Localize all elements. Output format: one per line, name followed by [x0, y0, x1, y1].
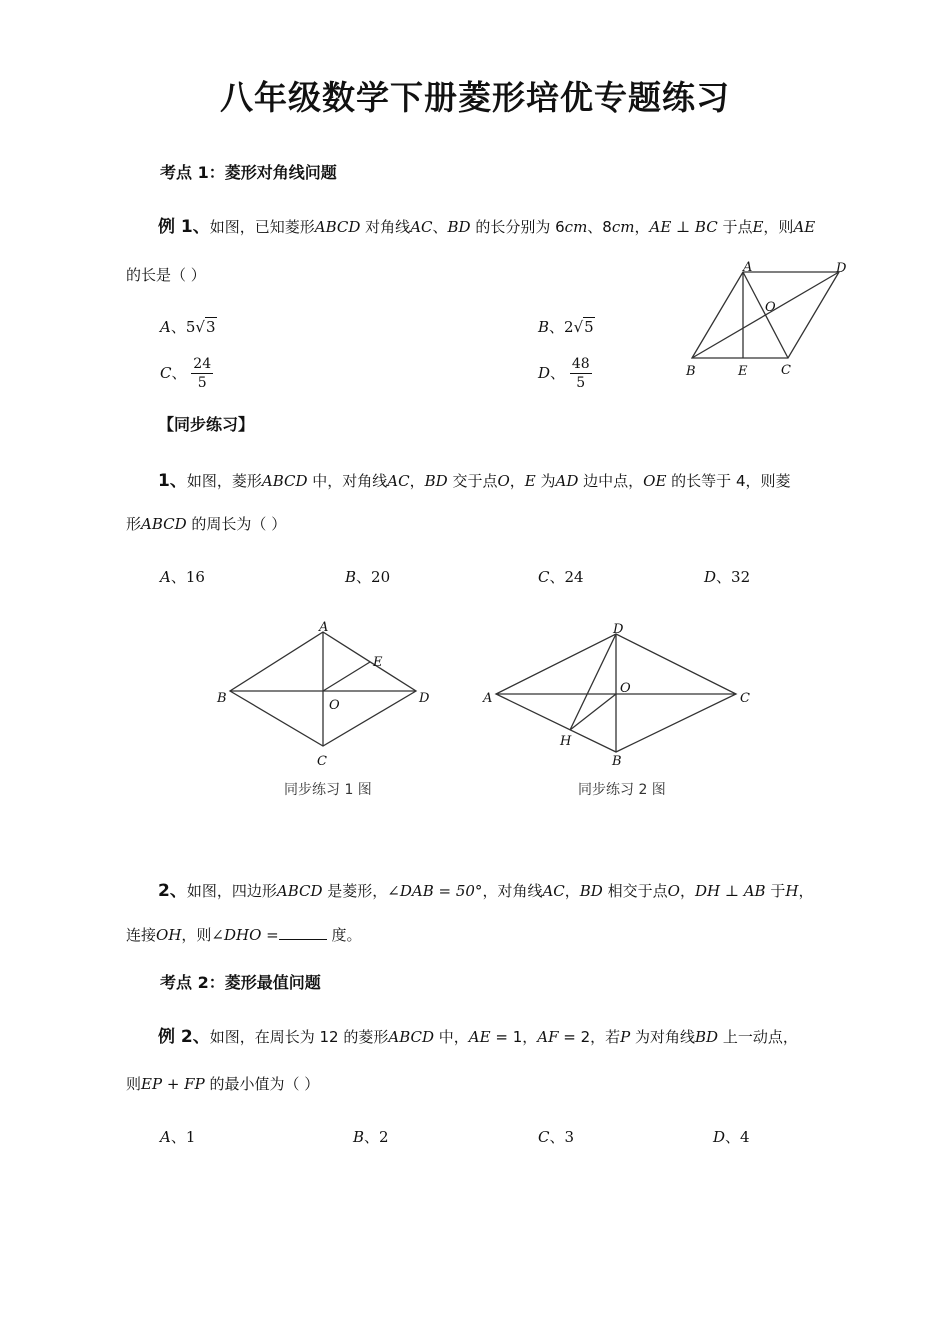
label-o: O	[620, 681, 631, 696]
radicand: 5	[584, 318, 594, 336]
math: OE	[643, 472, 667, 490]
math: E	[752, 218, 764, 236]
option-letter: A	[160, 318, 171, 336]
math: O	[667, 882, 680, 900]
numerator: 24	[193, 356, 212, 372]
radicand: 3	[205, 318, 216, 336]
text: 边中点，	[578, 472, 644, 490]
q1-line-2	[126, 513, 286, 534]
text: 的最小值为（ ）	[204, 1075, 320, 1093]
math: ABCD	[261, 472, 308, 490]
text: 交于点	[447, 472, 498, 490]
text: 于点	[717, 218, 753, 236]
example-2-option-d	[713, 1126, 750, 1147]
denominator: 5	[197, 375, 207, 391]
text: ，	[679, 882, 695, 900]
q2-line-1	[158, 876, 813, 901]
segment-oe	[323, 662, 370, 691]
text: ，则	[763, 218, 794, 236]
q1-option-c	[538, 566, 584, 587]
section-1-heading: 考点 1：菱形对角线问题	[160, 163, 337, 182]
option-letter: D	[713, 1128, 726, 1146]
text: 为对角线	[630, 1028, 696, 1046]
text: 度。	[326, 926, 362, 944]
text: 、	[432, 218, 448, 236]
math: AF	[537, 1028, 559, 1046]
example-1-figure	[680, 255, 860, 385]
example-1-line-2: 的长是（ ）	[126, 266, 206, 284]
text: ，	[509, 472, 525, 490]
page-title: 八年级数学下册菱形培优专题练习	[220, 78, 730, 117]
label-d: D	[419, 691, 430, 706]
numerator: 48	[571, 356, 590, 372]
option-text: 、5	[170, 318, 196, 336]
example-2-option-a	[160, 1126, 195, 1147]
math: AC	[410, 218, 433, 236]
math: DH ⊥ AB	[694, 882, 766, 900]
example-1-option-c	[160, 355, 213, 392]
option-text: 、2	[364, 1128, 389, 1146]
option-letter: B	[345, 568, 357, 586]
text: 如图，菱形	[186, 472, 262, 490]
math: cm	[564, 218, 588, 236]
q1-number: 1、	[158, 471, 187, 491]
math: E	[524, 472, 536, 490]
text: 的长分别为 6	[470, 218, 565, 236]
text: 如图，在周长为 12 的菱形	[209, 1028, 389, 1046]
option-letter: D	[704, 568, 717, 586]
option-text: 、4	[725, 1128, 750, 1146]
example-2-lead: 例 2、	[158, 1027, 210, 1047]
sync-practice-heading: 【同步练习】	[158, 415, 255, 434]
option-text: 、3	[549, 1128, 575, 1146]
segment-dh	[570, 634, 616, 730]
math: AE ⊥ BC	[649, 218, 718, 236]
label-c: C	[781, 363, 791, 378]
q1-line-1	[158, 466, 791, 491]
text: 上一动点，	[718, 1028, 798, 1046]
text: ，	[634, 218, 650, 236]
option-text: 、1	[170, 1128, 196, 1146]
option-text: 、24	[549, 568, 584, 586]
text: 连接	[126, 926, 157, 944]
label-a: A	[483, 691, 493, 706]
sync-figure-2	[478, 618, 758, 773]
option-text: 、2	[549, 318, 574, 336]
option-letter: B	[353, 1128, 365, 1146]
label-a: A	[743, 260, 753, 275]
label-b: B	[217, 691, 227, 706]
text: 的长等于 4，则菱	[666, 472, 791, 490]
label-h: H	[560, 734, 572, 749]
label-a: A	[319, 620, 329, 635]
label-c: C	[740, 691, 750, 706]
math: BD	[424, 472, 448, 490]
label-o: O	[765, 300, 776, 315]
text: 中，	[434, 1028, 469, 1046]
text: 于	[765, 882, 786, 900]
example-2-line-2	[126, 1073, 319, 1094]
label-e: E	[373, 655, 383, 670]
example-1-option-d	[538, 355, 592, 392]
diagonal-bd	[692, 272, 839, 358]
q1-option-d	[704, 566, 750, 587]
option-sep: 、	[171, 364, 187, 382]
math: H	[785, 882, 799, 900]
example-1-lead: 例 1、	[158, 217, 210, 237]
example-1-option-a: A、5√3	[160, 318, 216, 336]
figure-1-caption: 同步练习 1 图	[284, 782, 372, 798]
text: 如图，已知菱形	[209, 218, 315, 236]
q1-option-a	[160, 566, 205, 587]
text: 中，对角线	[307, 472, 388, 490]
math: O	[497, 472, 510, 490]
text: 形	[126, 515, 142, 533]
math: ∠DAB = 50°	[387, 882, 483, 900]
section-2-heading: 考点 2：菱形最值问题	[160, 973, 321, 992]
option-letter: A	[160, 1128, 171, 1146]
text: 则	[126, 1075, 142, 1093]
q1-option-b	[345, 566, 390, 587]
text: 如图，四边形	[186, 882, 277, 900]
text: ，	[564, 882, 580, 900]
math: ABCD	[314, 218, 361, 236]
fraction	[570, 355, 592, 392]
text: 的周长为（ ）	[186, 515, 287, 533]
label-o: O	[329, 698, 340, 713]
math: AD	[555, 472, 579, 490]
sync-figure-1	[210, 618, 440, 773]
option-letter: D	[538, 364, 551, 382]
option-letter: C	[160, 364, 172, 382]
label-b: B	[686, 364, 696, 379]
option-text: 、20	[356, 568, 391, 586]
label-d: D	[836, 261, 847, 276]
math: AC	[387, 472, 410, 490]
math: EP + FP	[141, 1075, 205, 1093]
example-2-option-c	[538, 1126, 574, 1147]
text: ，	[798, 882, 814, 900]
text: 相交于点	[602, 882, 668, 900]
example-1-option-b: B、2√5	[538, 318, 594, 336]
text: ，	[409, 472, 425, 490]
math: OH	[156, 926, 182, 944]
figure-2-caption: 同步练习 2 图	[578, 782, 666, 798]
label-e: E	[738, 364, 748, 379]
label-b: B	[612, 754, 622, 769]
text: 为	[535, 472, 556, 490]
option-letter: C	[538, 568, 550, 586]
math: cm	[611, 218, 635, 236]
math: BD	[695, 1028, 719, 1046]
example-1-line-1	[158, 212, 815, 237]
math: ABCD	[141, 515, 187, 533]
q2-line-2	[126, 924, 362, 945]
math: AC	[542, 882, 565, 900]
math: ∠DHO =	[211, 926, 279, 944]
answer-blank	[279, 925, 327, 940]
text: ，对角线	[482, 882, 543, 900]
option-letter: B	[538, 318, 550, 336]
option-text: 、32	[716, 568, 751, 586]
text: 、8	[587, 218, 612, 236]
text: ，则	[181, 926, 212, 944]
example-2-option-b	[353, 1126, 389, 1147]
math: ABCD	[388, 1028, 435, 1046]
label-c: C	[317, 754, 327, 769]
math: BD	[579, 882, 603, 900]
math: P	[620, 1028, 631, 1046]
text: 是菱形，	[322, 882, 388, 900]
math: AE	[793, 218, 816, 236]
option-letter: C	[538, 1128, 550, 1146]
math: ABCD	[276, 882, 323, 900]
text: 对角线	[360, 218, 411, 236]
example-2-line-1	[158, 1022, 798, 1047]
fraction	[191, 355, 213, 392]
option-sep: 、	[550, 364, 566, 382]
math: AE	[468, 1028, 491, 1046]
q2-number: 2、	[158, 881, 187, 901]
option-text: 、16	[170, 568, 205, 586]
math: BD	[447, 218, 471, 236]
text: = 1，	[490, 1028, 538, 1046]
segment-oh	[570, 694, 616, 730]
denominator: 5	[576, 375, 586, 391]
text: = 2，若	[558, 1028, 621, 1046]
option-letter: A	[160, 568, 171, 586]
label-d: D	[613, 622, 624, 637]
